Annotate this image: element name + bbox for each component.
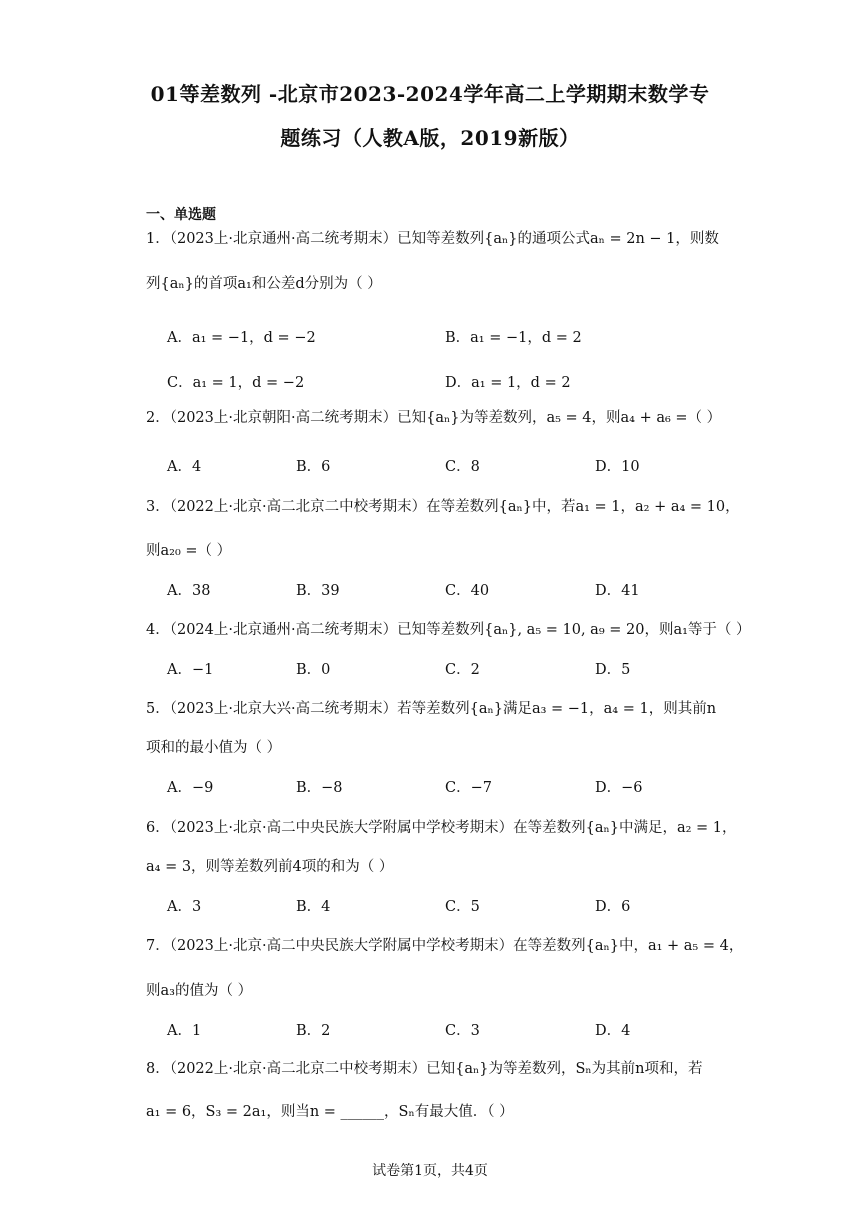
question-1-stem: 1．（2023上·北京通州·高二统考期末）已知等差数列{aₙ}的通项公式aₙ = 2n − 1，则数 [146,231,719,247]
question-6-stem: 6．（2023上·北京·高二中央民族大学附属中学校考期末）在等差数列{aₙ}中满足，a₂ = 1， [146,820,737,836]
question-4-stem: 4．（2024上·北京通州·高二统考期末）已知等差数列{aₙ}, a₅ = 10, a₉ = 20，则a₁等于（ ） [146,622,751,638]
question-2-option-C: C．8 [445,459,480,475]
question-5-option-A: A．−9 [167,780,214,796]
question-8-stem-cont: a₁ = 6，S₃ = 2a₁，则当n = ______，Sₙ有最大值．（ ） [146,1104,514,1120]
question-6-option-A: A．3 [167,899,202,915]
question-5-stem: 5．（2023上·北京大兴·高二统考期末）若等差数列{aₙ}满足a₃ = −1，a₄ = 1，则其前n [146,701,717,717]
question-3-stem: 3．（2022上·北京·高二北京二中校考期末）在等差数列{aₙ}中，若a₁ = 1，a₂ + a₄ = 10， [146,499,740,515]
question-1-option-D: D．a₁ = 1，d = 2 [445,375,571,391]
document-title-line-1: 01等差数列 -北京市2023-2024学年高二上学期期末数学专 [150,82,710,106]
question-4-option-B: B．0 [296,662,331,678]
question-2-option-B: B．6 [296,459,331,475]
question-3-option-D: D．41 [595,583,640,599]
question-7-option-B: B．2 [296,1023,331,1039]
question-5-stem-cont: 项和的最小值为（ ） [146,740,282,756]
document-title-line-2: 题练习（人教A版，2019新版） [280,126,580,150]
question-3-option-B: B．39 [296,583,340,599]
question-7-option-C: C．3 [445,1023,480,1039]
question-3-option-A: A．38 [167,583,211,599]
question-1-option-B: B．a₁ = −1，d = 2 [445,330,582,346]
question-4-option-C: C．2 [445,662,480,678]
question-5-option-D: D．−6 [595,780,643,796]
question-6-stem-cont: a₄ = 3，则等差数列前4项的和为（ ） [146,859,394,875]
question-2-option-D: D．10 [595,459,640,475]
question-6-option-B: B．4 [296,899,331,915]
question-4-option-A: A．−1 [167,662,214,678]
question-2-stem: 2．（2023上·北京朝阳·高二统考期末）已知{aₙ}为等差数列，a₅ = 4，则a₄ + a₆ =（ ） [146,410,722,426]
question-7-stem: 7．（2023上·北京·高二中央民族大学附属中学校考期末）在等差数列{aₙ}中，a₁ + a₅ = 4， [146,938,744,954]
question-5-option-B: B．−8 [296,780,343,796]
question-7-option-A: A．1 [167,1023,202,1039]
question-3-stem-cont: 则a₂₀ =（ ） [146,543,232,559]
question-1-stem-cont: 列{aₙ}的首项a₁和公差d分别为（ ） [146,276,382,292]
question-5-option-C: C．−7 [445,780,492,796]
question-4-option-D: D．5 [595,662,631,678]
question-3-option-C: C．40 [445,583,490,599]
question-6-option-C: C．5 [445,899,480,915]
question-8-stem: 8．（2022上·北京·高二北京二中校考期末）已知{aₙ}为等差数列，Sₙ为其前n项和，若 [146,1061,703,1077]
question-6-option-D: D．6 [595,899,631,915]
page-footer: 试卷第1页，共4页 [372,1163,488,1179]
question-2-option-A: A．4 [167,459,202,475]
question-7-stem-cont: 则a₃的值为（ ） [146,983,253,999]
question-7-option-D: D．4 [595,1023,631,1039]
section-heading: 一、单选题 [146,207,216,223]
question-1-option-C: C．a₁ = 1，d = −2 [167,375,305,391]
question-1-option-A: A．a₁ = −1，d = −2 [167,330,316,346]
